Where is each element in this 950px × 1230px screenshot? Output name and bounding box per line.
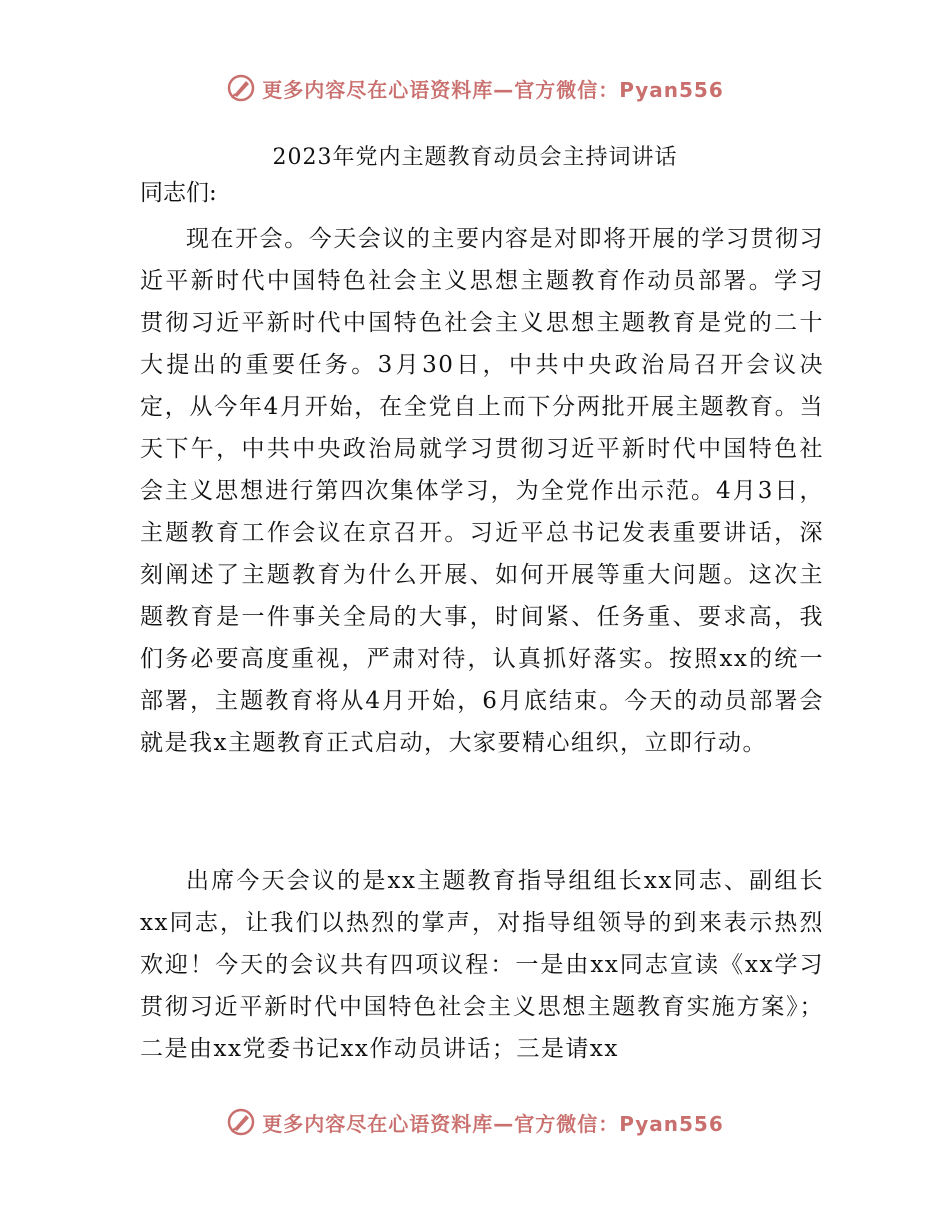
body-paragraph: 出席今天会议的是xx主题教育指导组组长xx同志、副组长xx同志，让我们以热烈的掌声，对指导组领导的到来表示热烈欢迎！今天的会议共有四项议程：一是由xx同志宣读《xx学习贯彻习近平新时代中国特色社会主义思想主题教育实施方案》；二是由xx党委书记xx作动员讲话；三是请xx: [140, 868, 824, 1062]
quill-logo-icon: [226, 73, 256, 103]
header-watermark: [0, 68, 950, 108]
document-title: 2023年党内主题教育动员会主持词讲话: [272, 145, 678, 170]
greeting: 同志们:: [140, 180, 217, 206]
body-paragraph: 现在开会。今天会议的主要内容是对即将开展的学习贯彻习近平新时代中国特色社会主义思想主题教育作动员部署。学习贯彻习近平新时代中国特色社会主义思想主题教育是党的二十大提出的重要任务。3月30日，中共中央政治局召开会议决定，从今年4月开始，在全党自上而下分两批开展主题教育。当天下午，中共中央政治局就学习贯彻习近平新时代中国特色社会主义思想进行第四次集体学习，为全党作出示范。4月3日，主题教育工作会议在京召开。习近平总书记发表重要讲话，深刻阐述了主题教育为什么开展、如何开展等重大问题。这次主题教育是一件事关全局的大事，时间紧、任务重、要求高，我们务必要高度重视，严肃对待，认真抓好落实。按照xx的统一部署，主题教育将从4月开始，6月底结束。今天的动员部署会就是我x主题教育正式启动，大家要精心组织，立即行动。: [140, 226, 824, 756]
header-watermark-text: 更多内容尽在心语资料库—官方微信：Pyan556: [262, 77, 724, 102]
quill-logo-icon: [226, 1107, 256, 1137]
footer-watermark: [0, 1102, 950, 1142]
footer-watermark-text: 更多内容尽在心语资料库—官方微信：Pyan556: [262, 1111, 724, 1136]
